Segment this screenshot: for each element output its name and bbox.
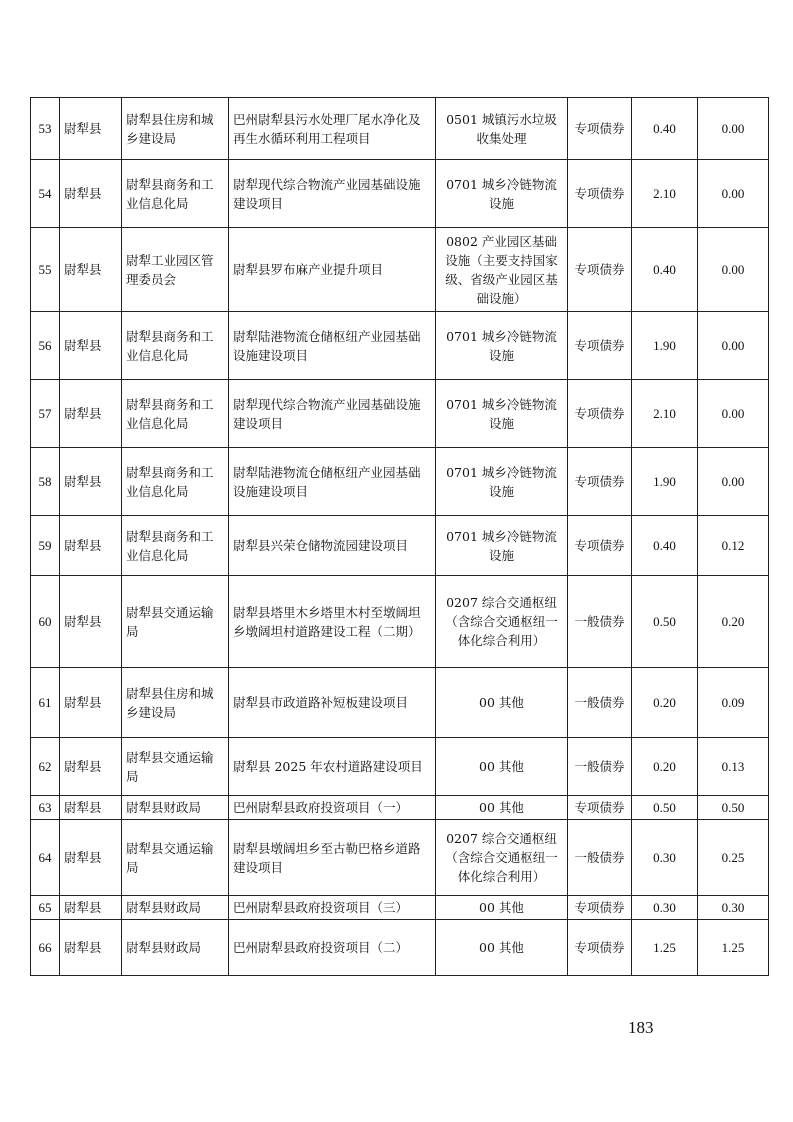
category-cell: 00 其他 [436, 796, 568, 820]
department-cell: 尉犁县住房和城乡建设局 [122, 98, 229, 160]
department-cell: 尉犁县财政局 [122, 920, 229, 976]
table-row [31, 820, 769, 896]
project-name-cell: 尉犁现代综合物流产业园基础设施建设项目 [229, 160, 436, 228]
table-row [31, 160, 769, 228]
amount-b-cell: 0.20 [698, 576, 769, 668]
bond-type-cell: 专项债券 [568, 380, 632, 448]
bond-type-cell: 专项债券 [568, 448, 632, 516]
county-cell: 尉犁县 [60, 228, 122, 312]
project-name-cell: 尉犁县兴荣仓储物流园建设项目 [229, 516, 436, 576]
table-row [31, 738, 769, 796]
row-number: 54 [31, 160, 60, 228]
table-body [31, 98, 769, 976]
table-row [31, 228, 769, 312]
category-cell: 0802 产业园区基础设施（主要支持国家级、省级产业园区基础设施） [436, 228, 568, 312]
amount-b-cell: 0.00 [698, 448, 769, 516]
amount-a-cell: 1.25 [632, 920, 698, 976]
amount-b-cell: 0.00 [698, 98, 769, 160]
row-number: 53 [31, 98, 60, 160]
bond-type-cell: 一般债券 [568, 738, 632, 796]
category-cell: 0701 城乡冷链物流设施 [436, 516, 568, 576]
county-cell: 尉犁县 [60, 796, 122, 820]
project-name-cell: 巴州尉犁县政府投资项目（三） [229, 896, 436, 920]
amount-a-cell: 0.20 [632, 738, 698, 796]
bond-type-cell: 专项债券 [568, 98, 632, 160]
county-cell: 尉犁县 [60, 160, 122, 228]
project-name-cell: 尉犁陆港物流仓储枢纽产业园基础设施建设项目 [229, 312, 436, 380]
department-cell: 尉犁县财政局 [122, 896, 229, 920]
project-name-cell: 尉犁县塔里木乡塔里木村至墩阔坦乡墩阔坦村道路建设工程（二期） [229, 576, 436, 668]
row-number: 65 [31, 896, 60, 920]
category-cell: 0701 城乡冷链物流设施 [436, 448, 568, 516]
category-cell: 00 其他 [436, 668, 568, 738]
county-cell: 尉犁县 [60, 380, 122, 448]
row-number: 57 [31, 380, 60, 448]
amount-a-cell: 0.50 [632, 796, 698, 820]
table-row [31, 98, 769, 160]
bond-type-cell: 专项债券 [568, 896, 632, 920]
amount-a-cell: 0.40 [632, 228, 698, 312]
row-number: 64 [31, 820, 60, 896]
table-row [31, 380, 769, 448]
category-cell: 00 其他 [436, 896, 568, 920]
table-row [31, 920, 769, 976]
row-number: 63 [31, 796, 60, 820]
amount-a-cell: 0.40 [632, 98, 698, 160]
amount-a-cell: 0.30 [632, 820, 698, 896]
project-name-cell: 巴州尉犁县政府投资项目（二） [229, 920, 436, 976]
county-cell: 尉犁县 [60, 668, 122, 738]
county-cell: 尉犁县 [60, 896, 122, 920]
project-name-cell: 巴州尉犁县污水处理厂尾水净化及再生水循环利用工程项目 [229, 98, 436, 160]
row-number: 56 [31, 312, 60, 380]
bond-type-cell: 专项债券 [568, 228, 632, 312]
department-cell: 尉犁县交通运输局 [122, 738, 229, 796]
category-cell: 0207 综合交通枢纽（含综合交通枢纽一体化综合利用） [436, 576, 568, 668]
amount-a-cell: 0.40 [632, 516, 698, 576]
category-cell: 0701 城乡冷链物流设施 [436, 160, 568, 228]
department-cell: 尉犁县商务和工业信息化局 [122, 380, 229, 448]
project-name-cell: 巴州尉犁县政府投资项目（一） [229, 796, 436, 820]
row-number: 61 [31, 668, 60, 738]
amount-a-cell: 1.90 [632, 448, 698, 516]
amount-b-cell: 0.50 [698, 796, 769, 820]
category-cell: 0701 城乡冷链物流设施 [436, 380, 568, 448]
bond-type-cell: 专项债券 [568, 160, 632, 228]
department-cell: 尉犁县商务和工业信息化局 [122, 516, 229, 576]
department-cell: 尉犁工业园区管理委员会 [122, 228, 229, 312]
bond-type-cell: 专项债券 [568, 920, 632, 976]
row-number: 59 [31, 516, 60, 576]
amount-b-cell: 0.25 [698, 820, 769, 896]
table-row [31, 576, 769, 668]
amount-b-cell: 0.30 [698, 896, 769, 920]
amount-b-cell: 0.00 [698, 380, 769, 448]
table-row [31, 668, 769, 738]
row-number: 62 [31, 738, 60, 796]
project-name-cell: 尉犁县市政道路补短板建设项目 [229, 668, 436, 738]
department-cell: 尉犁县住房和城乡建设局 [122, 668, 229, 738]
county-cell: 尉犁县 [60, 576, 122, 668]
department-cell: 尉犁县商务和工业信息化局 [122, 448, 229, 516]
category-cell: 00 其他 [436, 920, 568, 976]
category-cell: 0701 城乡冷链物流设施 [436, 312, 568, 380]
county-cell: 尉犁县 [60, 738, 122, 796]
table-row [31, 516, 769, 576]
category-cell: 00 其他 [436, 738, 568, 796]
project-name-cell: 尉犁陆港物流仓储枢纽产业园基础设施建设项目 [229, 448, 436, 516]
amount-a-cell: 0.20 [632, 668, 698, 738]
amount-a-cell: 2.10 [632, 160, 698, 228]
county-cell: 尉犁县 [60, 820, 122, 896]
amount-b-cell: 0.00 [698, 160, 769, 228]
category-cell: 0207 综合交通枢纽（含综合交通枢纽一体化综合利用） [436, 820, 568, 896]
row-number: 58 [31, 448, 60, 516]
county-cell: 尉犁县 [60, 448, 122, 516]
bond-type-cell: 一般债券 [568, 668, 632, 738]
table-row [31, 312, 769, 380]
project-name-cell: 尉犁县墩阔坦乡至古勒巴格乡道路建设项目 [229, 820, 436, 896]
amount-b-cell: 1.25 [698, 920, 769, 976]
amount-b-cell: 0.00 [698, 312, 769, 380]
amount-b-cell: 0.12 [698, 516, 769, 576]
county-cell: 尉犁县 [60, 98, 122, 160]
bond-type-cell: 专项债券 [568, 516, 632, 576]
table-row [31, 796, 769, 820]
bond-type-cell: 一般债券 [568, 576, 632, 668]
table-row [31, 448, 769, 516]
amount-a-cell: 0.50 [632, 576, 698, 668]
amount-a-cell: 2.10 [632, 380, 698, 448]
county-cell: 尉犁县 [60, 516, 122, 576]
category-cell: 0501 城镇污水垃圾收集处理 [436, 98, 568, 160]
department-cell: 尉犁县交通运输局 [122, 820, 229, 896]
county-cell: 尉犁县 [60, 920, 122, 976]
bond-type-cell: 一般债券 [568, 820, 632, 896]
department-cell: 尉犁县财政局 [122, 796, 229, 820]
amount-b-cell: 0.09 [698, 668, 769, 738]
department-cell: 尉犁县商务和工业信息化局 [122, 160, 229, 228]
bond-project-table [30, 97, 769, 976]
row-number: 66 [31, 920, 60, 976]
table-row [31, 896, 769, 920]
project-name-cell: 尉犁县罗布麻产业提升项目 [229, 228, 436, 312]
department-cell: 尉犁县交通运输局 [122, 576, 229, 668]
amount-a-cell: 0.30 [632, 896, 698, 920]
page-number: 183 [628, 1018, 654, 1037]
project-name-cell: 尉犁县 2025 年农村道路建设项目 [229, 738, 436, 796]
amount-b-cell: 0.00 [698, 228, 769, 312]
county-cell: 尉犁县 [60, 312, 122, 380]
amount-b-cell: 0.13 [698, 738, 769, 796]
bond-type-cell: 专项债券 [568, 312, 632, 380]
row-number: 55 [31, 228, 60, 312]
bond-type-cell: 专项债券 [568, 796, 632, 820]
department-cell: 尉犁县商务和工业信息化局 [122, 312, 229, 380]
project-name-cell: 尉犁现代综合物流产业园基础设施建设项目 [229, 380, 436, 448]
row-number: 60 [31, 576, 60, 668]
amount-a-cell: 1.90 [632, 312, 698, 380]
